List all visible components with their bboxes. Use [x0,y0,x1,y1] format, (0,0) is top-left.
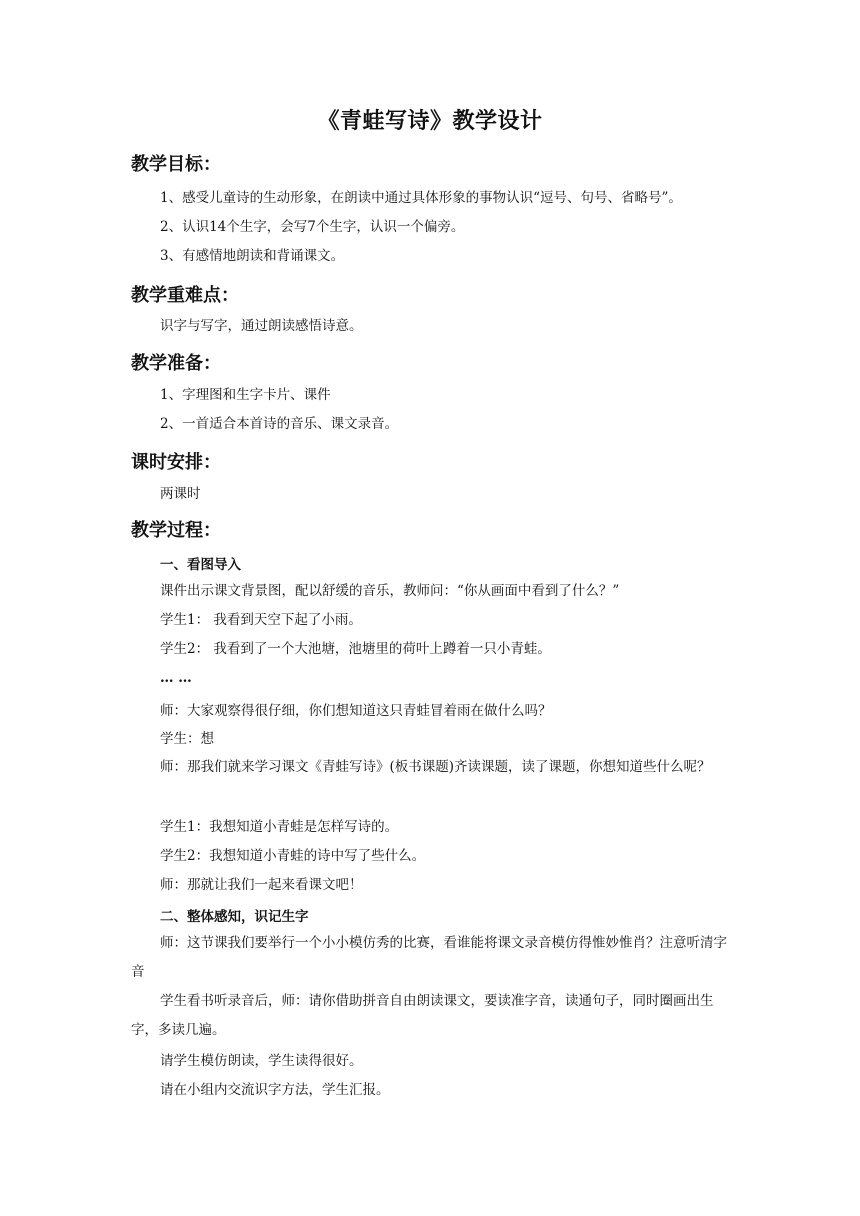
section-heading-2: 二、整体感知，识记生字 [160,909,309,925]
goal-item-2: 2、认识14个生字，会写7个生字，认识一个偏旁。 [160,219,465,235]
process-line: 学生1：我想知道小青蛙是怎样写诗的。 [160,819,399,835]
process-line: 学生2： 我看到了一个大池塘，池塘里的荷叶上蹲着一只小青蛙。 [160,641,551,657]
schedule-text: 两课时 [160,486,201,502]
process-line: 师：那就让我们一起来看课文吧！ [160,877,363,893]
page-title: 《青蛙写诗》教学设计 [317,109,543,134]
process-line: 请学生模仿朗读，学生读得很好。 [160,1053,363,1069]
process-paragraph: 师：那我们就来学习课文《青蛙写诗》(板书课题)齐读课题，读了课题，你想知道些什么呢？ [160,759,711,775]
process-line: 课件出示课文背景图，配以舒缓的音乐，教师问：“你从画面中看到了什么？” [160,583,620,599]
heading-keypoints: 教学重难点： [131,285,239,306]
goal-item-3: 3、有感情地朗读和背诵课文。 [160,248,345,264]
keypoints-text: 识字与写字，通过朗读感悟诗意。 [160,318,363,334]
process-paragraph: 师：这节课我们要举行一个小小模仿秀的比赛，看谁能将课文录音模仿得惟妙惟肖？注意听清字音 [131,935,727,980]
goal-item-1: 1、感受儿童诗的生动形象，在朗读中通过具体形象的事物认识“逗号、句号、省略号”。 [160,190,682,206]
process-line: 请在小组内交流识字方法，学生汇报。 [160,1082,390,1098]
process-line: 师：大家观察得很仔细，你们想知道这只青蛙冒着雨在做什么吗？ [160,703,552,719]
heading-preparation: 教学准备： [131,353,221,374]
prep-item-1: 1、字理图和生字卡片、课件 [160,387,331,403]
prep-item-2: 2、一首适合本首诗的音乐、课文录音。 [160,416,399,432]
heading-process: 教学过程： [131,520,221,541]
process-line: 学生2：我想知道小青蛙的诗中写了些什么。 [160,848,426,864]
process-paragraph: 学生看书听录音后，师：请你借助拼音自由朗读课文，要读准字音，读通句子，同时圈画出生字，多读几遍。 [131,993,714,1038]
ellipsis-line: … … [160,670,192,686]
section-heading-1: 一、看图导入 [160,557,241,573]
heading-schedule: 课时安排： [131,452,221,473]
process-line: 学生：想 [160,731,214,747]
process-line: 学生1： 我看到天空下起了小雨。 [160,612,362,628]
heading-goals: 教学目标： [131,154,221,175]
